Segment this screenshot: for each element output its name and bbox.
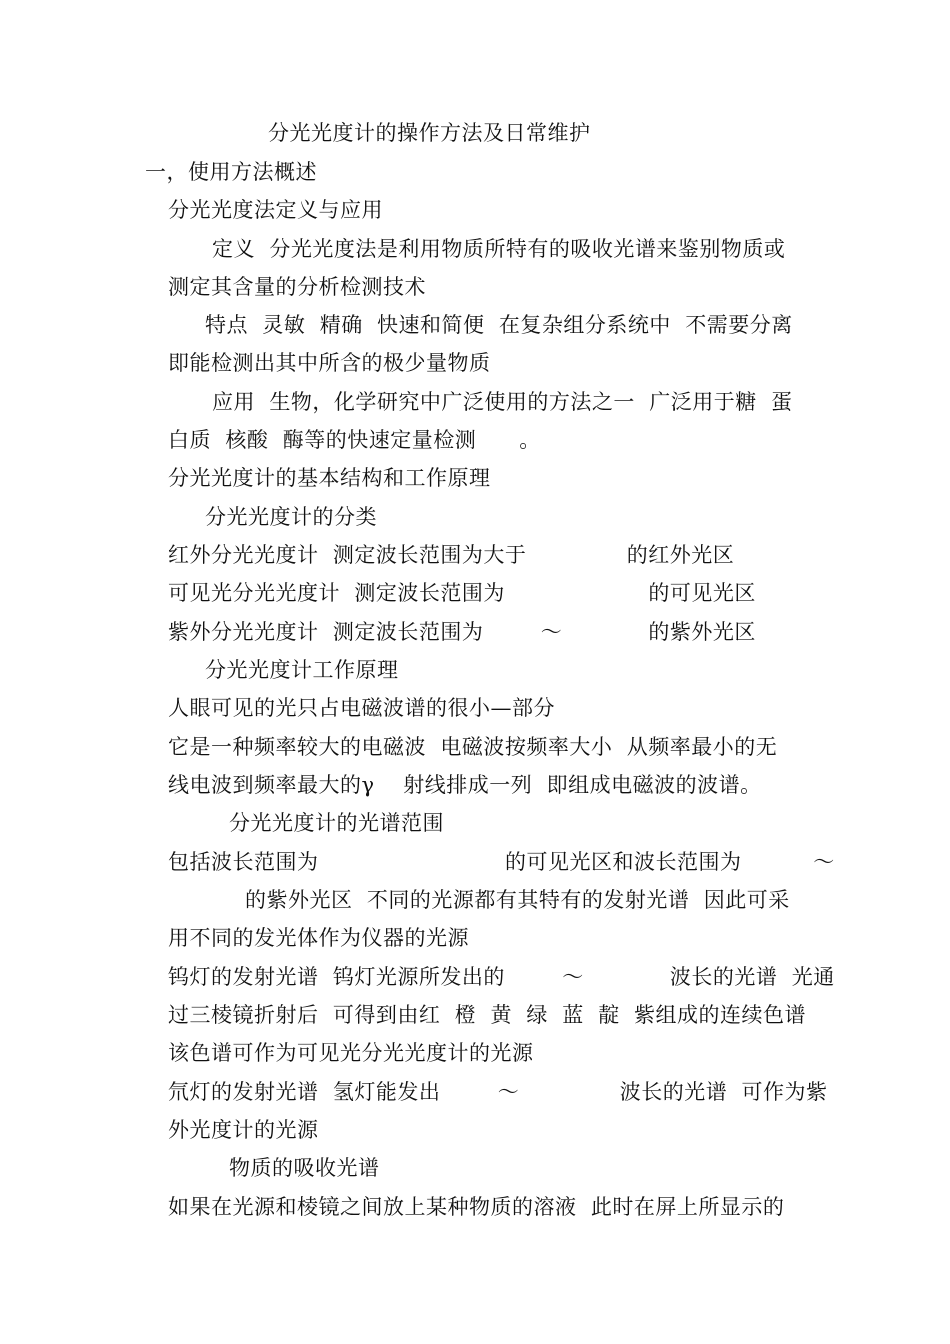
subheading-classification: 分光光度计的分类 bbox=[205, 505, 377, 529]
paragraph-line: 它是一种频率较大的电磁波 电磁波按频率大小 从频率最小的无 bbox=[168, 735, 778, 759]
paragraph-line: 可见光分光光度计 测定波长范围为 的可见光区 bbox=[168, 581, 756, 605]
paragraph-line: 如果在光源和棱镜之间放上某种物质的溶液 此时在屏上所显示的 bbox=[168, 1195, 785, 1219]
subheading-spectral-range: 分光光度计的光谱范围 bbox=[229, 811, 444, 835]
section-heading-usage-overview: 一，使用方法概述 bbox=[145, 160, 317, 184]
paragraph-line: 钨灯的发射光谱 钨灯光源所发出的 ～ 波长的光谱 光通 bbox=[168, 965, 835, 989]
document-title: 分光光度计的操作方法及日常维护 bbox=[268, 121, 591, 145]
paragraph-line: 红外分光光度计 测定波长范围为大于 的红外光区 bbox=[168, 543, 735, 567]
subheading-structure-principle: 分光光度计的基本结构和工作原理 bbox=[168, 466, 491, 490]
subheading-absorption-spectrum: 物质的吸收光谱 bbox=[229, 1156, 380, 1180]
paragraph-line: 测定其含量的分析检测技术 bbox=[168, 275, 426, 299]
paragraph-line: 白质 核酸 酶等的快速定量检测 。 bbox=[168, 428, 541, 452]
paragraph-line: 紫外分光光度计 测定波长范围为 ～ 的紫外光区 bbox=[168, 620, 756, 644]
paragraph-line: 该色谱可作为可见光分光光度计的光源 bbox=[168, 1041, 534, 1065]
subheading-working-principle: 分光光度计工作原理 bbox=[205, 658, 399, 682]
paragraph-line: 包括波长范围为 的可见光区和波长范围为 ～ bbox=[168, 850, 835, 874]
paragraph-line: 即能检测出其中所含的极少量物质 bbox=[168, 351, 491, 375]
paragraph-line: 应用 生物，化学研究中广泛使用的方法之一 广泛用于糖 蛋 bbox=[212, 390, 793, 414]
paragraph-line: 用不同的发光体作为仪器的光源 bbox=[168, 926, 469, 950]
paragraph-line: 线电波到频率最大的γ 射线排成一列 即组成电磁波的波谱。 bbox=[168, 773, 762, 797]
paragraph-line: 人眼可见的光只占电磁波谱的很小—部分 bbox=[168, 696, 555, 720]
paragraph-line: 的紫外光区 不同的光源都有其特有的发射光谱 因此可采 bbox=[245, 888, 790, 912]
subheading-definition-application: 分光光度法定义与应用 bbox=[168, 198, 383, 222]
paragraph-line: 外光度计的光源 bbox=[168, 1118, 319, 1142]
paragraph-line: 氘灯的发射光谱 氢灯能发出 ～ 波长的光谱 可作为紫 bbox=[168, 1080, 828, 1104]
paragraph-line: 特点 灵敏 精确 快速和简便 在复杂组分系统中 不需要分离 bbox=[205, 313, 793, 337]
paragraph-line: 定义 分光光度法是利用物质所特有的吸收光谱来鉴别物质或 bbox=[212, 237, 786, 261]
paragraph-line: 过三棱镜折射后 可得到由红 橙 黄 绿 蓝 靛 紫组成的连续色谱 bbox=[168, 1003, 806, 1027]
